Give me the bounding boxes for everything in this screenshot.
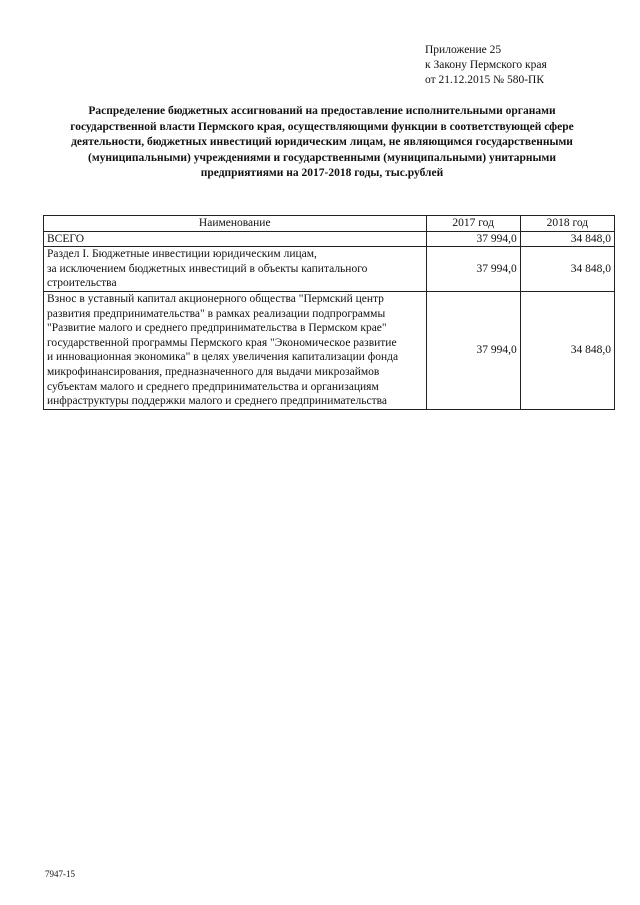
row-name <box>44 247 427 292</box>
appendix-line: Приложение 25 <box>425 44 502 56</box>
title-line: деятельности, бюджетных инвестиций юридическим лицам, не являющимся государственными <box>71 136 573 148</box>
header-2017: 2017 год <box>426 216 520 232</box>
value-2017: 37 994,0 <box>426 291 520 409</box>
appendix-line: от 21.12.2015 № 580-ПК <box>425 74 545 86</box>
name-line: субъектам малого и среднего предпринимательства и организациям <box>47 380 379 393</box>
value-2018: 34 848,0 <box>520 291 614 409</box>
row-name <box>44 231 427 247</box>
name-line: инфраструктуры поддержки малого и среднего предпринимательства <box>47 395 387 408</box>
name-line: и инновационная экономика" в целях увеличения капитализации фонда <box>47 351 399 364</box>
table-row <box>44 231 615 247</box>
table-row <box>44 291 615 409</box>
title-line: государственной власти Пермского края, осуществляющими функции в соответствующей сфере <box>70 120 574 133</box>
name-line: ВСЕГО <box>47 232 85 245</box>
value-2018: 34 848,0 <box>520 231 614 247</box>
table-header-row <box>44 216 615 232</box>
name-line: строительства <box>47 277 117 290</box>
name-line: микрофинансирования, предназначенного для выдачи микрозаймов <box>47 365 380 378</box>
row-name <box>44 291 427 409</box>
value-2018: 34 848,0 <box>520 247 614 292</box>
document-title <box>40 104 604 182</box>
appendix-line: к Закону Пермского края <box>425 59 547 71</box>
title-line: предприятиями на 2017-2018 годы, тыс.рублей <box>200 167 444 179</box>
name-line: "Развитие малого и среднего предпринимательства в Пермском крае" <box>47 322 387 335</box>
header-name: Наименование <box>44 216 427 232</box>
budget-table <box>43 215 615 410</box>
name-line: Взнос в уставный капитал акционерного общества "Пермский центр <box>47 292 384 305</box>
name-line: Раздел I. Бюджетные инвестиции юридическим лицам, <box>47 248 317 261</box>
table-row <box>44 247 615 292</box>
title-line: Распределение бюджетных ассигнований на предоставление исполнительными органами <box>88 105 556 117</box>
header-2018: 2018 год <box>520 216 614 232</box>
appendix-reference <box>425 43 547 88</box>
value-2017: 37 994,0 <box>426 247 520 292</box>
name-line: развития предпринимательства" в рамках реализации подпрограммы <box>47 307 386 320</box>
name-line: государственной программы Пермского края "Экономическое развитие <box>47 336 397 349</box>
title-line: (муниципальными) учреждениями и государственными (муниципальными) унитарными <box>88 151 556 164</box>
document-code: 7947-15 <box>45 869 75 879</box>
value-2017: 37 994,0 <box>426 231 520 247</box>
name-line: за исключением бюджетных инвестиций в объекты капитального <box>47 262 368 275</box>
